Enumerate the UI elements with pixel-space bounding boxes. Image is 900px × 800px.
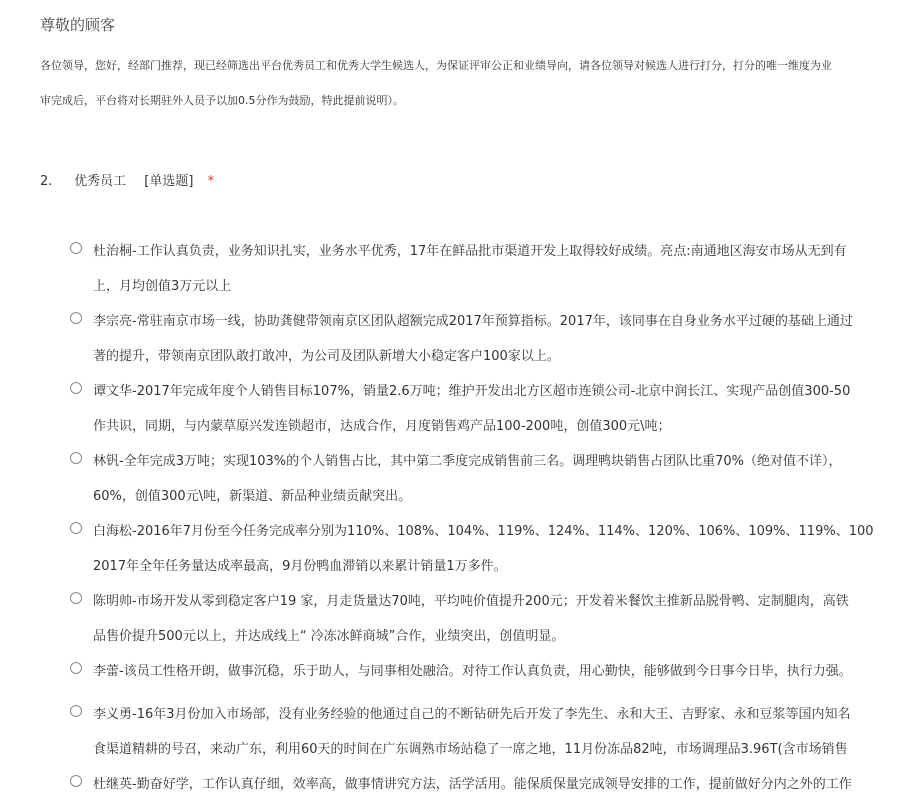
option-label: 陈明帅-市场开发从零到稳定客户19 家，月走货量达70吨，平均吨价值提升200元；开发着米餐饮主推新品脱骨鸭、定制腿肉，高铁: [93, 594, 849, 609]
option-label-continued: 上，月均创值3万元以上: [93, 279, 232, 294]
option-label-continued: 60%，创值300元\吨，新渠道、新品种业绩贡献突出。: [93, 489, 412, 504]
intro-text-line-2: 审完成后，平台将对长期驻外人员予以加0.5分作为鼓励，特此提前说明）。: [40, 94, 404, 107]
option-label: 谭文华-2017年完成年度个人销售目标107%，销量2.6万吨；维护开发出北方区超市连锁公司-北京中润长江、实现产品创值300-50: [93, 384, 851, 399]
question-title: 优秀员工: [74, 174, 127, 189]
option-label: 李蕾-该员工性格开朗，做事沉稳，乐于助人，与同事相处融洽。对待工作认真负责，用心勤快，能够做到今日事今日毕，执行力强。: [93, 664, 852, 679]
radio-button[interactable]: [70, 452, 82, 464]
option-label: 杜治桐-工作认真负责，业务知识扎实，业务水平优秀，17年在鲜品批市渠道开发上取得较好成绩。亮点:南通地区海安市场从无到有: [93, 244, 847, 259]
radio-button[interactable]: [70, 705, 82, 717]
radio-button[interactable]: [70, 775, 82, 787]
question-number: 2.: [40, 174, 53, 189]
option-label-continued: 著的提升，带领南京团队敢打敢冲，为公司及团队新增大小稳定客户100家以上。: [93, 349, 560, 364]
radio-button[interactable]: [70, 592, 82, 604]
option-label-continued: 2017年全年任务量达成率最高，9月份鸭血滞销以来累计销量1万多件。: [93, 559, 507, 574]
option-label: 李宗亮-常驻南京市场一线，协助龚健带领南京区团队超额完成2017年预算指标。2017年，该同事在自身业务水平过硬的基础上通过: [93, 314, 853, 329]
required-mark: *: [207, 174, 215, 189]
question-type-label: [单选题]: [144, 174, 194, 189]
option-label: 杜继英-勤奋好学，工作认真仔细，效率高，做事情讲究方法，活学活用。能保质保量完成领导安排的工作，提前做好分内之外的工作: [93, 777, 852, 792]
option-label: 白海松-2016年7月份至今任务完成率分别为110%、108%、104%、119%、124%、114%、120%、106%、109%、119%、100: [93, 524, 874, 539]
option-label: 林钒-全年完成3万吨；实现103%的个人销售占比，其中第二季度完成销售前三名。调理鸭块销售占团队比重70%（绝对值不详），: [93, 454, 842, 469]
radio-button[interactable]: [70, 382, 82, 394]
greeting-heading: 尊敬的顾客: [40, 16, 116, 34]
option-label-continued: 食渠道精耕的号召，来动广东，利用60天的时间在广东调熟市场站稳了一席之地，11月份冻品82吨，市场调理品3.96T(含市场销售: [93, 742, 848, 757]
radio-button[interactable]: [70, 662, 82, 674]
radio-button[interactable]: [70, 522, 82, 534]
option-label-continued: 作共识，同期，与内蒙草原兴发连锁超市，达成合作，月度销售鸡产品100-200吨，创值300元\吨；: [93, 419, 671, 434]
intro-text-line-1: 各位领导，您好，经部门推荐，现已经筛选出平台优秀员工和优秀大学生候选人，为保证评审公正和业绩导向，请各位领导对候选人进行打分，打分的唯一维度为业: [40, 59, 832, 72]
radio-button[interactable]: [70, 312, 82, 324]
option-label: 李义勇-16年3月份加入市场部，没有业务经验的他通过自己的不断钻研先后开发了李先生、永和大王、吉野家、永和豆浆等国内知名: [93, 707, 851, 722]
option-label-continued: 品售价提升500元以上，并达成线上“ 冷冻冰鲜商城”合作，业绩突出，创值明显。: [93, 629, 565, 644]
question-header: [40, 170, 214, 189]
radio-button[interactable]: [70, 242, 82, 254]
